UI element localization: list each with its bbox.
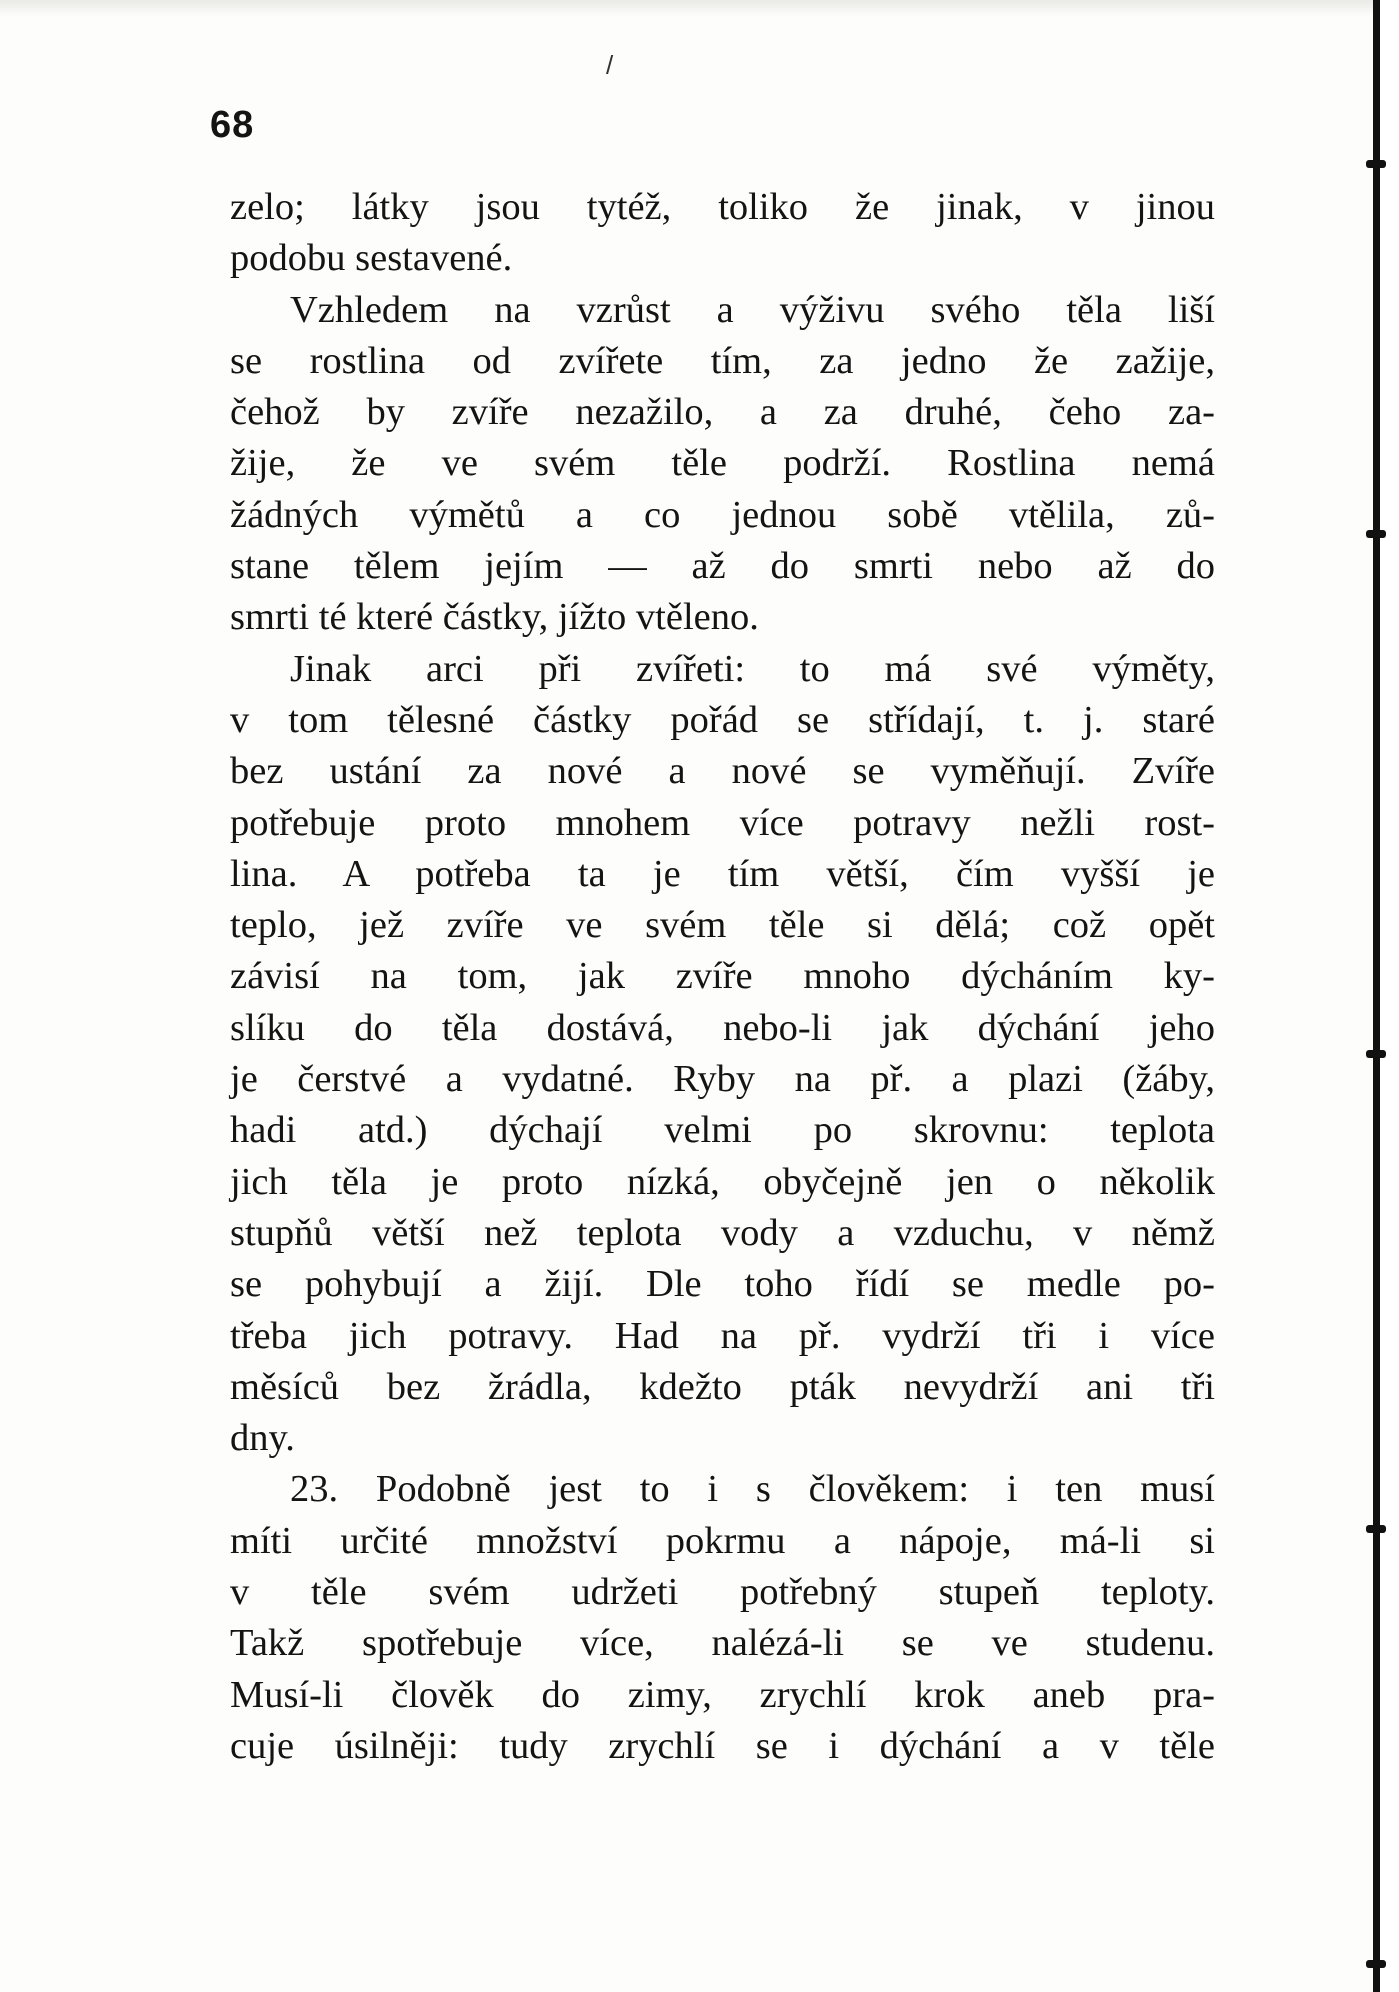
text-line: měsíců bez žrádla, kdežto pták nevydrží ani tři <box>230 1365 1215 1408</box>
text-line: Vzhledem na vzrůst a výživu svého těla liší <box>290 288 1215 331</box>
text-line: žádných výmětů a co jednou sobě vtělila, zů- <box>230 493 1215 536</box>
text-line: je čerstvé a vydatné. Ryby na př. a plazi (žáby, <box>230 1058 1215 1101</box>
body-text <box>230 182 1215 1772</box>
text-line: dny. <box>230 1417 295 1460</box>
text-line: míti určité množství pokrmu a nápoje, má-li si <box>230 1519 1215 1562</box>
text-line: potřebuje proto mnohem více potravy nežli rost- <box>230 801 1215 844</box>
text-line: podobu sestavené. <box>230 237 513 280</box>
text-line: jich těla je proto nízká, obyčejně jen o několik <box>230 1160 1215 1203</box>
text-line: 23. Podobně jest to i s člověkem: i ten musí <box>290 1468 1215 1511</box>
text-line: se rostlina od zvířete tím, za jedno že zažije, <box>230 339 1215 382</box>
scan-edge-notch <box>1366 530 1386 538</box>
text-line: žije, že ve svém těle podrží. Rostlina nemá <box>230 442 1215 485</box>
header-mark: / <box>606 50 614 80</box>
scan-edge-notch <box>1366 160 1386 168</box>
scan-edge-line <box>1373 0 1380 1992</box>
scan-edge-margin <box>1380 0 1399 1992</box>
text-line: slíku do těla dostává, nebo-li jak dýchání jeho <box>230 1006 1215 1049</box>
text-line: stane tělem jejím — až do smrti nebo až do <box>230 545 1215 588</box>
scan-top-shadow <box>0 0 1373 16</box>
text-line: lina. A potřeba ta je tím větší, čím vyšší je <box>230 852 1215 895</box>
text-line: Musí-li člověk do zimy, zrychlí krok aneb pra- <box>230 1673 1215 1716</box>
text-line: stupňů větší než teplota vody a vzduchu, v němž <box>230 1211 1215 1254</box>
text-line: smrti té které částky, jížto vtěleno. <box>230 596 759 639</box>
scan-edge-notch <box>1366 1960 1386 1968</box>
text-line: cuje úsilněji: tudy zrychlí se i dýchání a v těle <box>230 1724 1215 1767</box>
text-line: teplo, jež zvíře ve svém těle si dělá; což opět <box>230 904 1215 947</box>
text-line: čehož by zvíře nezažilo, a za druhé, čeho za- <box>230 391 1215 434</box>
text-line: v tom tělesné částky pořád se střídají, t. j. staré <box>230 698 1215 741</box>
text-line: v těle svém udržeti potřebný stupeň teploty. <box>230 1571 1215 1614</box>
text-line: zelo; látky jsou tytéž, toliko že jinak, v jinou <box>230 186 1215 228</box>
scan-edge-notch <box>1366 1525 1386 1533</box>
text-line: Takž spotřebuje více, nalézá-li se ve studenu. <box>230 1622 1215 1665</box>
text-line: se pohybují a žijí. Dle toho řídí se medle po- <box>230 1263 1215 1306</box>
text-line: Jinak arci při zvířeti: to má své výměty, <box>290 647 1215 690</box>
scan-edge-notch <box>1366 1050 1386 1058</box>
text-line: bez ustání za nové a nové se vyměňují. Zvíře <box>230 750 1215 793</box>
text-line: třeba jich potravy. Had na př. vydrží tři i více <box>230 1314 1215 1357</box>
text-line: hadi atd.) dýchají velmi po skrovnu: teplota <box>230 1109 1215 1152</box>
text-line: závisí na tom, jak zvíře mnoho dýcháním ky- <box>230 955 1215 998</box>
page-number: 68 <box>210 104 255 146</box>
